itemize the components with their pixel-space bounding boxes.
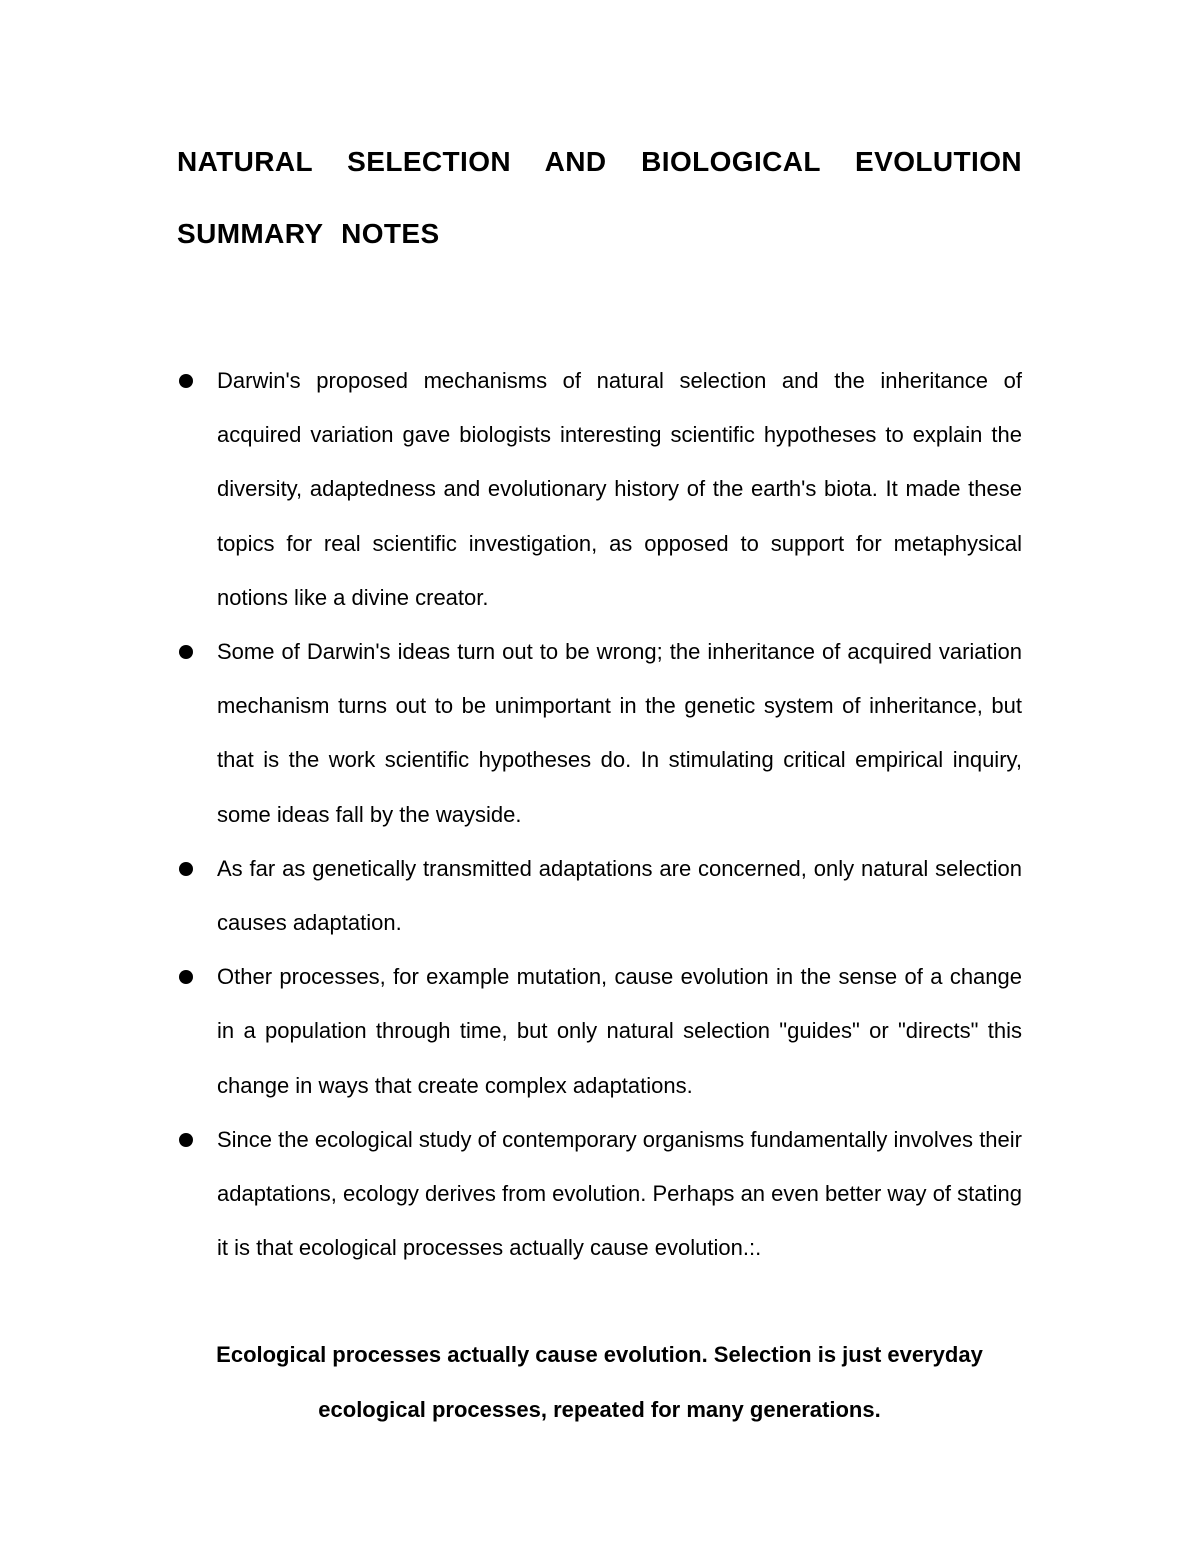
bullet-text: Darwin's proposed mechanisms of natural selection and the inheritance of acquired variation gave biologists interesting scientific hypotheses to explain the diversity, adaptedness and evolutionary history of the earth's biota. It made these topics for real scientific investigation, as opposed to support for metaphysical notions like a divine creator. (217, 368, 1022, 610)
closing-statement (177, 1327, 1022, 1437)
closing-line-2: ecological processes, repeated for many generations. (318, 1397, 881, 1423)
bullet-text: Other processes, for example mutation, cause evolution in the sense of a change in a population through time, but only natural selection "guides" or "directs" this change in ways that create complex adaptations. (217, 964, 1022, 1098)
closing-line-1: Ecological processes actually cause evolution. Selection is just everyday (216, 1342, 983, 1368)
bullet-text: Since the ecological study of contemporary organisms fundamentally involves their adaptations, ecology derives from evolution. Perhaps an even better way of stating it is that ecological processes actually cause evolution.:. (217, 1126, 1022, 1261)
bullet-icon (179, 970, 193, 984)
list-item (177, 950, 1022, 1113)
list-item (177, 625, 1022, 842)
bullet-text: As far as genetically transmitted adaptations are concerned, only natural selection causes adaptation. (217, 855, 1022, 936)
bullet-icon (179, 645, 193, 659)
document-title (177, 126, 1022, 270)
list-item (177, 354, 1022, 625)
title-line-1: NATURAL SELECTION AND BIOLOGICAL EVOLUTION (177, 146, 1022, 177)
summary-bullet-list (177, 354, 1022, 1275)
bullet-text: Some of Darwin's ideas turn out to be wrong; the inheritance of acquired variation mechanism turns out to be unimportant in the genetic system of inheritance, but that is the work scientific hypotheses do. In stimulating critical empirical inquiry, some ideas fall by the wayside. (217, 639, 1022, 827)
bullet-icon (179, 1133, 193, 1147)
list-item (177, 842, 1022, 950)
list-item (177, 1113, 1022, 1276)
bullet-icon (179, 862, 193, 876)
title-line-2: SUMMARY NOTES (177, 218, 440, 249)
document-content (177, 126, 1022, 1437)
bullet-icon (179, 374, 193, 388)
